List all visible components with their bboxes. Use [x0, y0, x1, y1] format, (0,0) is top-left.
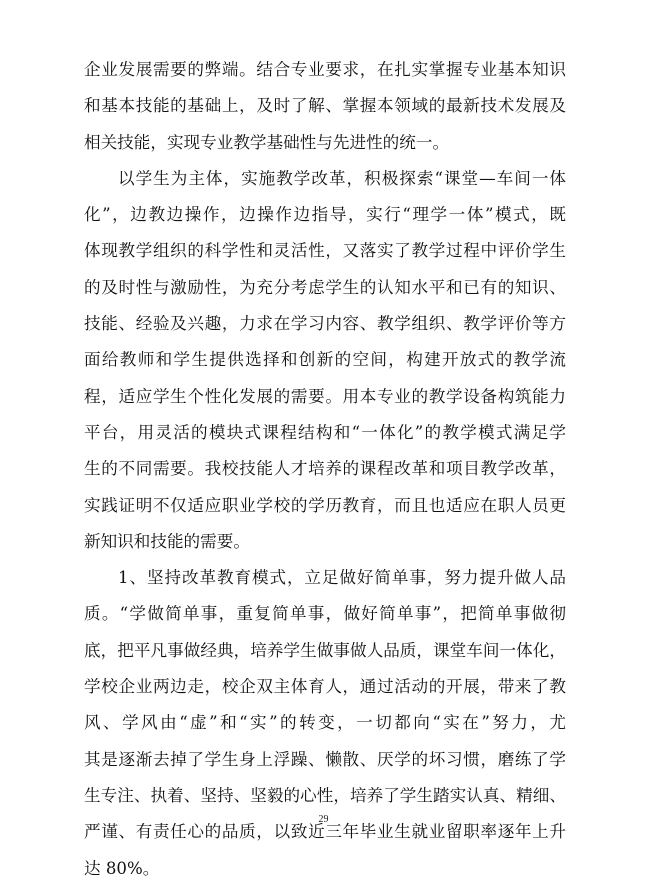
text-line: 达 80%。: [84, 858, 160, 878]
paragraph-2: [84, 161, 566, 560]
body-text: [84, 52, 566, 887]
text-line: 质。“学做简单事，重复简单事，做好简单事”，把简单事做彻: [84, 604, 566, 624]
text-line: 以学生为主体，实施教学改革，积极探索“课堂—车间一体: [118, 168, 566, 188]
text-line: 体现教学组织的科学性和灵活性，又落实了教学过程中评价学生: [84, 241, 566, 261]
paragraph-3: [84, 560, 566, 887]
text-line: 面给教师和学生提供选择和创新的空间，构建开放式的教学流: [84, 350, 566, 370]
text-line: 化”，边教边操作，边操作边指导，实行“理学一体”模式，既: [84, 205, 566, 225]
text-line: 严谨、有责任心的品质，以致近三年毕业生就业留职率逐年上升: [84, 822, 566, 842]
text-line: 实践证明不仅适应职业学校的学历教育，而且也适应在职人员更: [84, 495, 566, 515]
text-line: 技能、经验及兴趣，力求在学习内容、教学组织、教学评价等方: [84, 314, 566, 334]
paragraph-1: [84, 52, 566, 161]
text-line: 程，适应学生个性化发展的需要。用本专业的教学设备构筑能力: [84, 386, 566, 406]
text-line: 风、学风由“虚”和“实”的转变，一切都向“实在”努力，尤: [84, 713, 566, 733]
text-line: 平台，用灵活的模块式课程结构和“一体化”的教学模式满足学: [84, 422, 566, 442]
text-line: 其是逐渐去掉了学生身上浮躁、懒散、厌学的坏习惯，磨练了学: [84, 749, 566, 769]
text-line: 生专注、执着、坚持、坚毅的心性，培养了学生踏实认真、精细、: [84, 785, 566, 805]
text-line: 和基本技能的基础上，及时了解、掌握本领域的最新技术发展及: [84, 96, 566, 116]
text-line: 相关技能，实现专业教学基础性与先进性的统一。: [84, 132, 450, 152]
text-line: 生的不同需要。我校技能人才培养的课程改革和项目教学改革，: [84, 459, 566, 479]
text-line: 企业发展需要的弊端。结合专业要求，在扎实掌握专业基本知识: [84, 60, 566, 79]
text-line: 的及时性与激励性，为充分考虑学生的认知水平和已有的知识、: [84, 277, 566, 297]
text-line: 新知识和技能的需要。: [84, 531, 250, 551]
text-line: 1、坚持改革教育模式，立足做好简单事，努力提升做人品: [118, 568, 566, 588]
text-line: 学校企业两边走，校企双主体育人，通过活动的开展，带来了教: [84, 677, 566, 697]
page-number: 29: [318, 814, 329, 825]
text-line: 底，把平凡事做经典，培养学生做事做人品质，课堂车间一体化，: [84, 640, 566, 660]
